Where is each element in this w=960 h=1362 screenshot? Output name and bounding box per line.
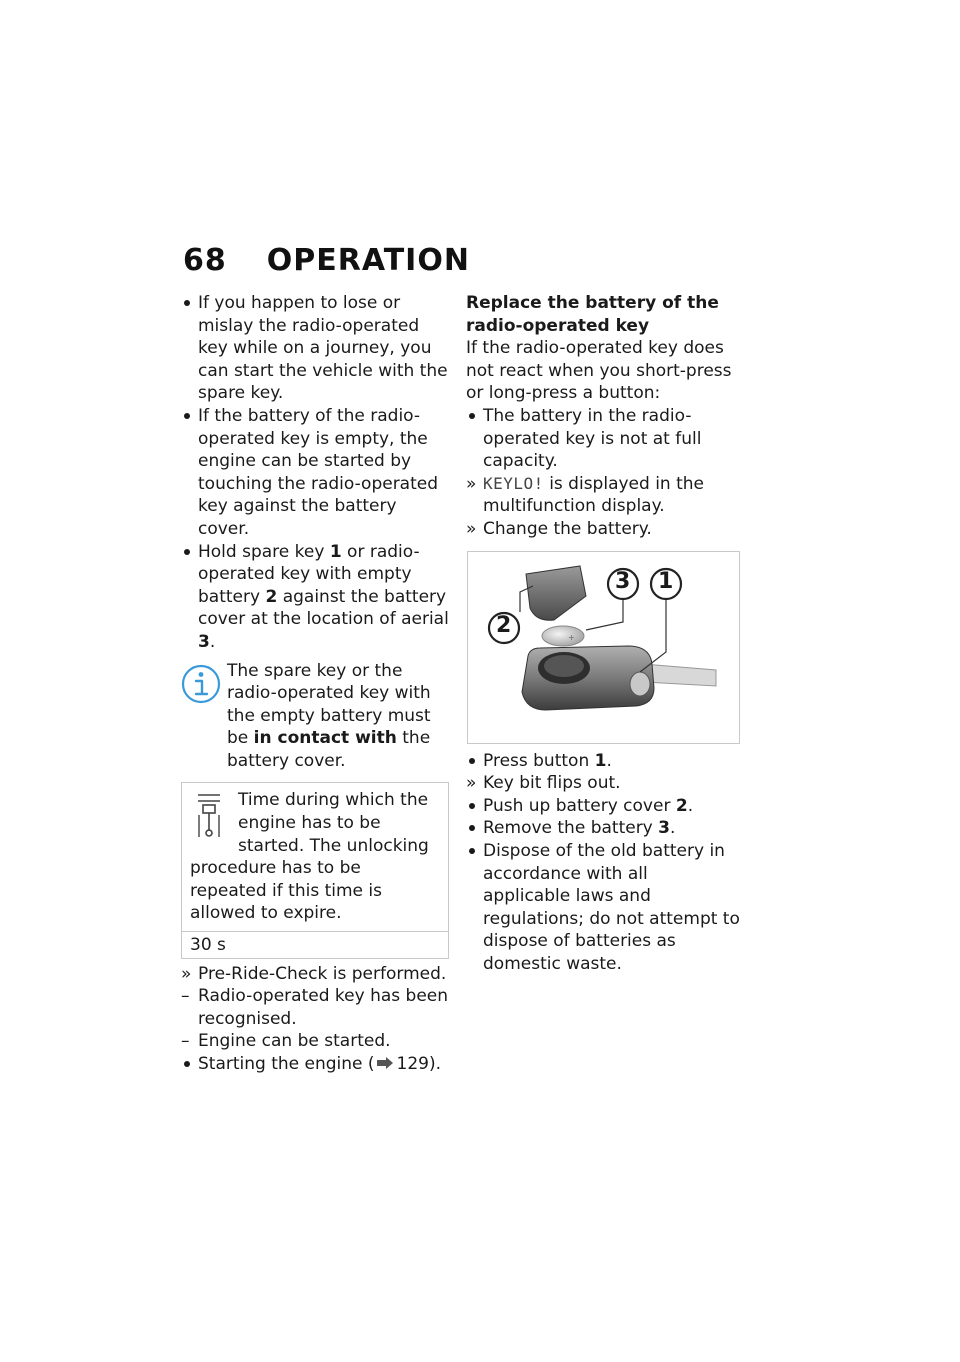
callout-label: 2 — [496, 612, 512, 638]
callout-label: 1 — [658, 568, 674, 594]
list-item: Remove the battery 3. — [483, 818, 676, 839]
ref-number: 3 — [198, 631, 210, 652]
list-item: Push up battery cover 2. — [483, 795, 694, 816]
result-arrow-icon: » — [466, 473, 477, 494]
timer-value: 30 s — [182, 931, 448, 958]
list-item: The battery in the radio-operated key is not at full capacity. — [483, 405, 702, 472]
page-ref-arrow-icon — [376, 1057, 394, 1069]
display-code: KEYLO! — [483, 473, 544, 493]
page-header — [183, 243, 470, 278]
list-item: Starting the engine ( 129). — [198, 1054, 442, 1074]
page-number: 68 — [183, 243, 227, 278]
section-heading: Replace the battery of the radio-operated key — [466, 293, 719, 336]
callout-label: 3 — [615, 568, 631, 594]
timer-icon — [194, 791, 224, 839]
ref-number: 1 — [594, 750, 607, 771]
result-item: » Change the battery. — [466, 518, 652, 539]
left-column — [181, 292, 449, 1076]
result-item: » Pre-Ride-Check is performed. — [181, 963, 447, 984]
info-icon — [181, 664, 221, 704]
key-battery-figure — [467, 551, 740, 744]
ref-number: 1 — [329, 541, 342, 562]
list-item: Press button 1. — [483, 750, 612, 771]
dash-icon: – — [181, 1031, 190, 1052]
right-column — [466, 292, 740, 975]
result-item: » Key bit flips out. — [466, 773, 621, 794]
intro-text: If the radio-operated key does not react when you short-press or long-press a button: — [466, 338, 732, 404]
list-item: Dispose of the old battery in accordance with all applicable laws and regulations; do not attempt to dispose of batteries as domestic waste. — [483, 840, 740, 974]
ref-number: 2 — [265, 586, 278, 607]
radio-key-illustration — [468, 552, 739, 743]
section-title: OPERATION — [266, 243, 470, 278]
result-item: » KEYLO! is displayed in the multifunction display. — [466, 473, 705, 517]
dash-icon: – — [181, 986, 190, 1007]
list-item: – Engine can be started. — [181, 1031, 391, 1052]
timer-box: Time during which the engine has to be started. The unlocking procedure has to be repeated if this time is allowed to expire. 30 s — [181, 782, 449, 958]
result-arrow-icon: » — [466, 518, 477, 539]
svg-text:+: + — [568, 632, 575, 642]
list-item: Hold spare key 1 or radio-operated key with empty battery 2 against the battery cover at the location of aerial 3. — [198, 541, 449, 652]
list-item: If the battery of the radio-operated key is empty, the engine can be started by touching the radio-operated key against the battery cover. — [198, 405, 439, 539]
info-note: The spare key or the radio-operated key with the empty battery must be in contact with the battery cover. — [181, 660, 449, 773]
page-ref[interactable]: 129 — [396, 1054, 429, 1074]
ref-number: 2 — [675, 795, 688, 816]
ref-number: 3 — [658, 818, 670, 839]
list-item: If you happen to lose or mislay the radio-operated key while on a journey, you can start the vehicle with the spare key. — [198, 293, 448, 404]
result-arrow-icon: » — [181, 963, 192, 984]
result-arrow-icon: » — [466, 773, 477, 794]
list-item: – Radio-operated key has been recognised. — [181, 986, 449, 1029]
